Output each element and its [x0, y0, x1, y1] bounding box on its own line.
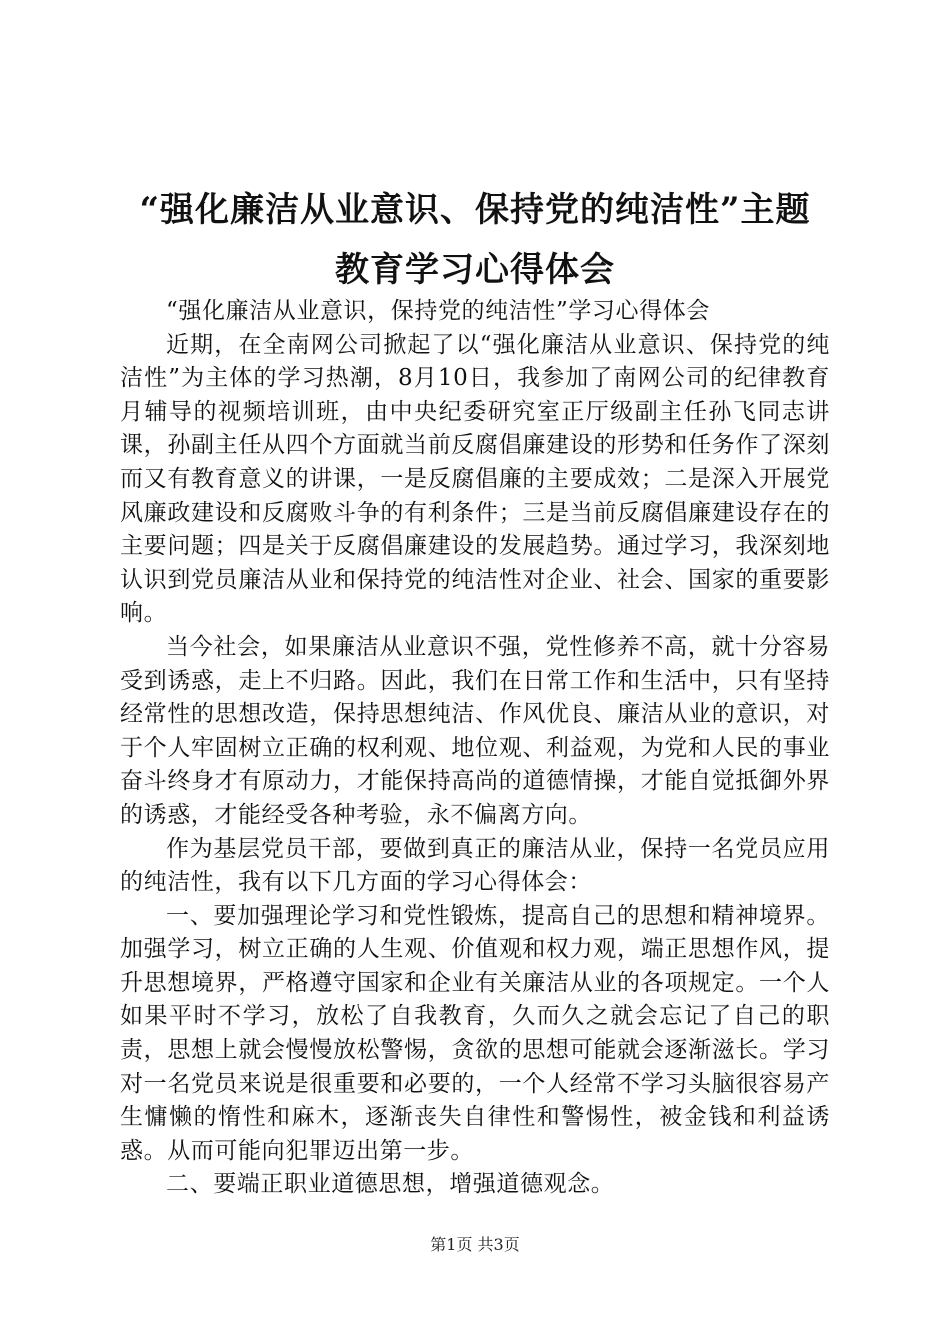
body-paragraph: 作为基层党员干部，要做到真正的廉洁从业，保持一名党员应用的纯洁性，我有以下几方面的学习心得体会： — [120, 835, 830, 896]
document-body — [120, 295, 830, 1202]
body-paragraph: 二、要端正职业道德思想，增强道德观念。 — [166, 1171, 615, 1198]
page-footer: 第1页 共3页 — [430, 1235, 520, 1254]
body-paragraph: 当今社会，如果廉洁从业意识不强，党性修养不高，就十分容易受到诱惑，走上不归路。因此，我们在日常工作和生活中，只有坚持经常性的思想改造，保持思想纯洁、作风优良、廉洁从业的意识，对于个人牢固树立正确的权利观、地位观、利益观，为党和人民的事业奋斗终身才有原动力，才能保持高尚的道德情操，才能自觉抵御外界的诱惑，才能经受各种考验，永不偏离方向。 — [120, 633, 830, 828]
document-title-line-2: 教育学习心得体会 — [335, 250, 615, 290]
subtitle-paragraph: “强化廉洁从业意识，保持党的纯洁性”学习心得体会 — [166, 298, 710, 324]
document-title-line-1: “强化廉洁从业意识、保持党的纯洁性”主题 — [139, 190, 811, 230]
body-paragraph: 近期，在全南网公司掀起了以“强化廉洁从业意识、保持党的纯洁性”为主体的学习热潮，8月10日，我参加了南网公司的纪律教育月辅导的视频培训班，由中央纪委研究室正厅级副主任孙飞同志讲课，孙副主任从四个方面就当前反腐倡廉建设的形势和任务作了深刻而又有教育意义的讲课，一是反腐倡廉的主要成效；二是深入开展党风廉政建设和反腐败斗争的有利条件；三是当前反腐倡廉建设存在的主要问题；四是关于反腐倡廉建设的发展趋势。通过学习，我深刻地认识到党员廉洁从业和保持党的纯洁性对企业、社会、国家的重要影响。 — [120, 331, 830, 627]
body-paragraph: 一、要加强理论学习和党性锻炼，提高自己的思想和精神境界。加强学习，树立正确的人生观、价值观和权力观，端正思想作风，提升思想境界，严格遵守国家和企业有关廉洁从业的各项规定。一个人如果平时不学习，放松了自我教育，久而久之就会忘记了自己的职责，思想上就会慢慢放松警惕，贪欲的思想可能就会逐渐滋长。学习对一名党员来说是很重要和必要的，一个人经常不学习头脑很容易产生慵懒的惰性和麻木，逐渐丧失自律性和警惕性，被金钱和利益诱惑。从而可能向犯罪迈出第一步。 — [120, 902, 830, 1164]
